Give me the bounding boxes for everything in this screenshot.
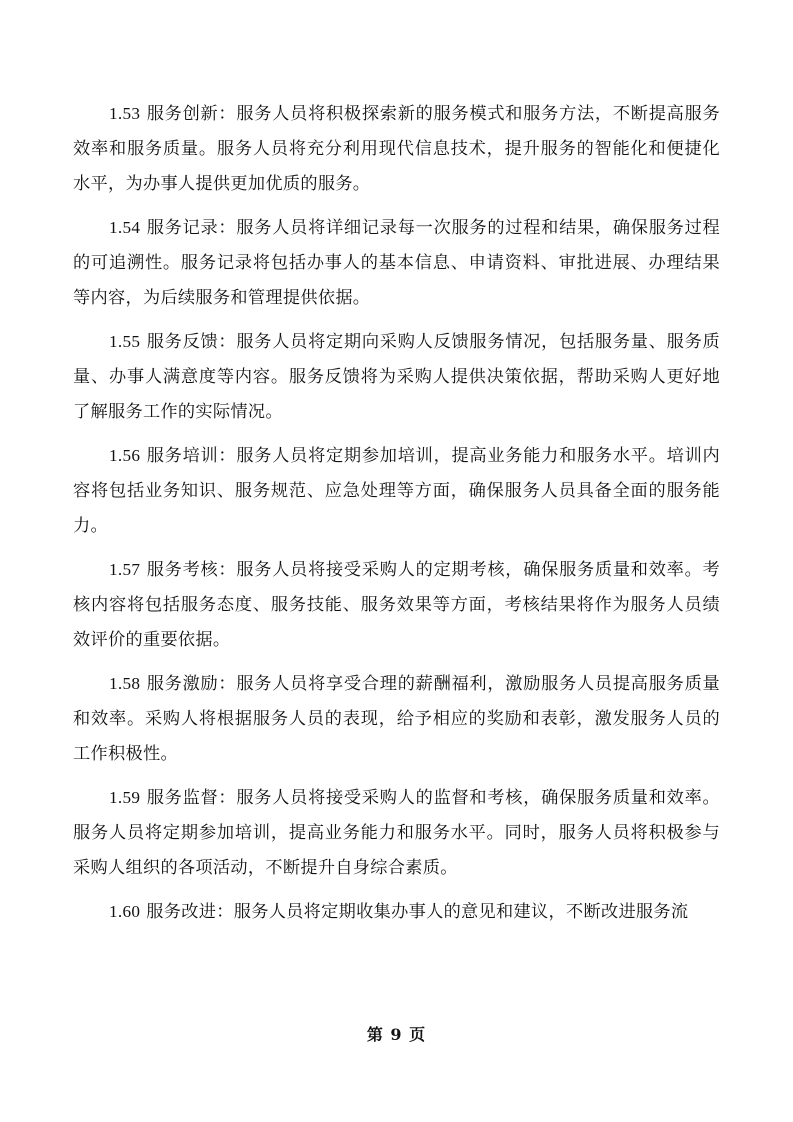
paragraph-1-54 <box>73 210 720 316</box>
paragraph-1-59 <box>73 780 720 886</box>
page-number-footer: 第 9 页 <box>366 1025 427 1044</box>
paragraph-text: 服务培训：服务人员将定期参加培训，提高业务能力和服务水平。培训内容将包括业务知识、服务规范、应急处理等方面，确保服务人员具备全面的服务能力。 <box>73 446 720 536</box>
section-number: 1.58 <box>109 674 141 693</box>
paragraph-1-53 <box>73 96 720 202</box>
paragraph-text: 服务记录：服务人员将详细记录每一次服务的过程和结果，确保服务过程的可追溯性。服务记录将包括办事人的基本信息、申请资料、审批进展、办理结果等内容，为后续服务和管理提供依据。 <box>73 218 720 308</box>
document-body <box>73 96 720 938</box>
paragraph-text: 服务创新：服务人员将积极探索新的服务模式和服务方法，不断提高服务效率和服务质量。服务人员将充分利用现代信息技术，提升服务的智能化和便捷化水平，为办事人提供更加优质的服务。 <box>73 104 720 194</box>
paragraph-text: 服务反馈：服务人员将定期向采购人反馈服务情况，包括服务量、服务质量、办事人满意度等内容。服务反馈将为采购人提供决策依据，帮助采购人更好地了解服务工作的实际情况。 <box>73 332 720 422</box>
section-number: 1.56 <box>109 446 141 465</box>
section-number: 1.54 <box>109 218 141 237</box>
paragraph-text: 服务监督：服务人员将接受采购人的监督和考核，确保服务质量和效率。服务人员将定期参加培训，提高业务能力和服务水平。同时，服务人员将积极参与采购人组织的各项活动，不断提升自身综合素质。 <box>73 788 720 878</box>
paragraph-1-55 <box>73 324 720 430</box>
paragraph-1-58 <box>73 666 720 772</box>
paragraph-text: 服务激励：服务人员将享受合理的薪酬福利，激励服务人员提高服务质量和效率。采购人将根据服务人员的表现，给予相应的奖励和表彰，激发服务人员的工作积极性。 <box>73 674 720 764</box>
section-number: 1.57 <box>109 560 141 579</box>
paragraph-1-56 <box>73 438 720 544</box>
paragraph-1-60 <box>73 894 720 930</box>
paragraph-1-57 <box>73 552 720 658</box>
section-number: 1.60 <box>109 902 141 921</box>
section-number: 1.59 <box>109 788 141 807</box>
paragraph-text: 服务改进：服务人员将定期收集办事人的意见和建议，不断改进服务流 <box>146 902 689 922</box>
paragraph-text: 服务考核：服务人员将接受采购人的定期考核，确保服务质量和效率。考核内容将包括服务态度、服务技能、服务效果等方面，考核结果将作为服务人员绩效评价的重要依据。 <box>73 560 720 650</box>
section-number: 1.55 <box>109 332 141 351</box>
section-number: 1.53 <box>109 104 141 123</box>
